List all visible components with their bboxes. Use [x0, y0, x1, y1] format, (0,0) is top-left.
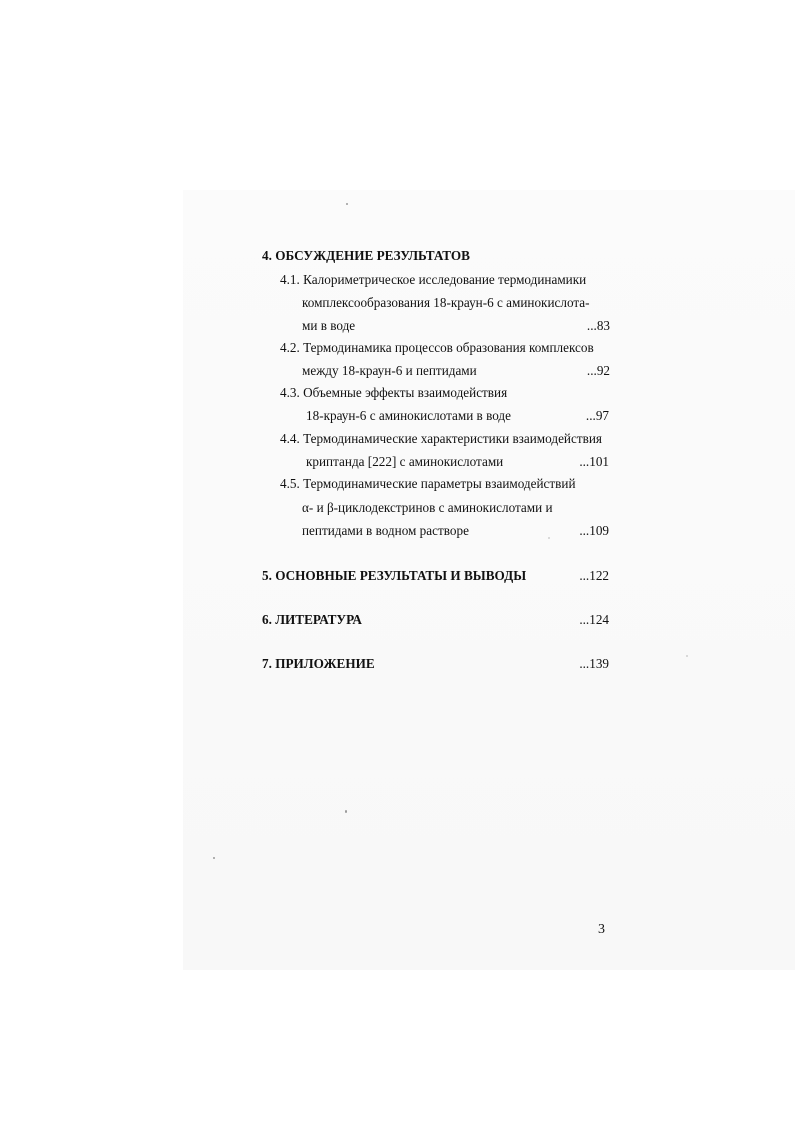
- toc-page-ref: ...139: [579, 656, 609, 671]
- scan-speck: [548, 537, 550, 539]
- toc-page-ref: ...83: [586, 318, 610, 333]
- toc-entry-text: 4.2. Термодинамика процессов образования комплексов: [280, 340, 594, 355]
- toc-page-ref: ...92: [586, 363, 610, 378]
- section-5-heading: 5. ОСНОВНЫЕ РЕЗУЛЬТАТЫ И ВЫВОДЫ: [262, 568, 527, 583]
- toc-page-ref: ...97: [585, 408, 609, 423]
- toc-page-ref: ...109: [579, 523, 609, 538]
- toc-entry-text: 4.3. Объемные эффекты взаимодействия: [280, 385, 508, 400]
- toc-entry-text: 4.5. Термодинамические параметры взаимодействий: [280, 476, 576, 491]
- section-4-heading: 4. ОБСУЖДЕНИЕ РЕЗУЛЬТАТОВ: [262, 248, 470, 263]
- toc-entry-text: 4.1. Калориметрическое исследование термодинамики: [280, 272, 587, 287]
- scan-speck: [213, 857, 215, 859]
- toc-entry-text: 4.4. Термодинамические характеристики взаимодействия: [280, 431, 602, 446]
- section-7-heading: 7. ПРИЛОЖЕНИЕ: [262, 656, 375, 671]
- toc-entry-text: ми в воде: [302, 318, 356, 333]
- toc-entry-text: α- и β-циклодекстринов с аминокислотами и: [302, 500, 553, 515]
- toc-entry-text: пептидами в водном растворе: [302, 523, 469, 538]
- section-6-heading: 6. ЛИТЕРАТУРА: [262, 612, 362, 627]
- scan-speck: [346, 203, 348, 205]
- toc-entry-text: 18-краун-6 с аминокислотами в воде: [306, 408, 511, 423]
- toc-page-ref: ...122: [579, 568, 609, 583]
- toc-page-ref: ...101: [579, 454, 609, 469]
- toc-page-ref: ...124: [579, 612, 609, 627]
- scan-speck: [345, 810, 347, 813]
- toc-entry-text: криптанда [222] с аминокислотами: [306, 454, 504, 469]
- toc-entry-text: комплексообразования 18-краун-6 с аминокислота-: [302, 295, 590, 310]
- toc-entry-text: между 18-краун-6 и пептидами: [302, 363, 477, 378]
- page-number: 3: [598, 922, 605, 937]
- scan-speck: [686, 655, 688, 657]
